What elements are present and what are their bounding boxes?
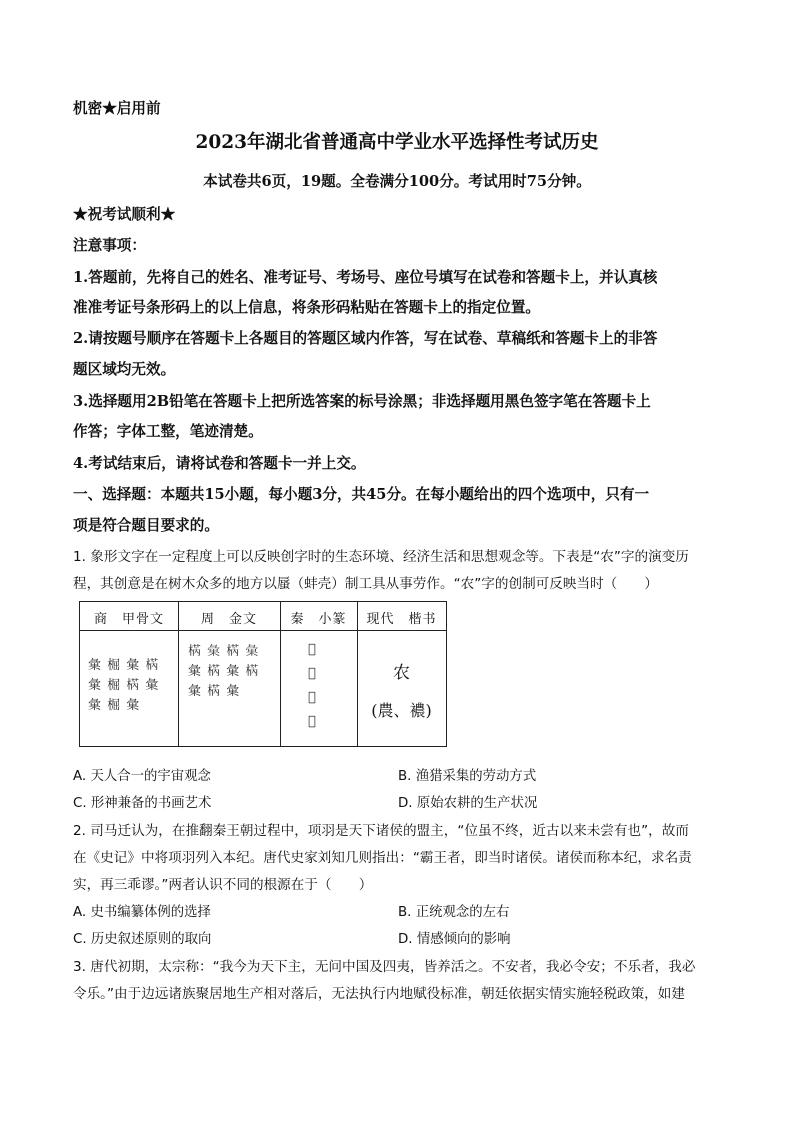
xiaozhuan-glyphs [308,638,317,734]
jiagu-row: 𢑥 㭾 𣓃 𢑥 [88,678,160,693]
q2-option-b[interactable]: B. 正统观念的左右 [398,905,510,920]
q2-line-3: 实，再三乖谬。”两者认识不同的根源在于（ ） [73,877,373,893]
q2-line-1: 2. 司马迁认为，在推翻秦王朝过程中，项羽是天下诸侯的盟主，“位虽不终，近古以来未尝有也”，故而 [73,823,689,839]
q3-line-1: 3. 唐代初期，太宗称：“我今为天下主，无问中国及四夷，皆养活之。不安者，我必令安；不乐者，我必 [73,959,696,975]
jiagu-row: 𢑥 㭾 𢑥 𣓃 [88,658,160,673]
q1-option-a[interactable]: A. 天人合一的宇宙观念 [73,769,211,784]
note-line-2: 准准考证号条形码上的以上信息，将条形码粘贴在答题卡上的指定位置。 [73,299,541,316]
wish-line: ★祝考试顺利★ [73,206,176,223]
q1-option-d[interactable]: D. 原始农耕的生产状况 [398,796,538,811]
q1-option-b[interactable]: B. 渔猎采集的劳动方式 [398,769,537,784]
q2-option-c[interactable]: C. 历史叙述原则的取向 [73,932,212,947]
q3-line-2: 令乐。”由于边远诸族聚居地生产相对落后，无法执行内地赋役标准，朝廷依据实情实施轻税政策，如建 [73,986,685,1002]
note-line-7: 4.考试结束后，请将试卷和答题卡一并上交。 [73,455,366,472]
xiaozhuan-row: 𨑘 [308,642,317,657]
jiagu-glyphs [88,656,159,716]
table-header-divider [80,630,446,631]
kaishu-main: 农 [393,663,410,683]
exam-title: 2023年湖北省普通高中学业水平选择性考试历史 [195,132,599,153]
xiaozhuan-row: 𨑘 [308,690,317,705]
jinwen-glyphs [188,642,259,702]
nong-evolution-table [79,601,447,747]
note-line-4: 题区域均无效。 [73,361,176,378]
section-heading-line-2: 项是符合题目要求的。 [73,517,219,534]
q2-line-2: 在《史记》中将项羽列入本纪。唐代史家刘知几则指出：“霸王者，即当时诸侯。诸侯而称本纪，求名责 [73,850,692,866]
section-heading-line-1: 一、选择题：本题共15小题，每小题3分，共45分。在每小题给出的四个选项中，只有一 [73,486,650,503]
notes-heading: 注意事项： [73,237,146,254]
xiaozhuan-row: 𨑘 [308,666,317,681]
confidential-label: 机密★启用前 [73,100,161,117]
note-line-3: 2.请按题号顺序在答题卡上各题目的答题区域内作答，写在试卷、草稿纸和答题卡上的非答 [73,330,658,347]
note-line-6: 作答；字体工整，笔迹清楚。 [73,423,263,440]
q2-option-a[interactable]: A. 史书编纂体例的选择 [73,905,211,920]
note-line-1: 1.答题前，先将自己的姓名、准考证号、考场号、座位号填写在试卷和答题卡上，并认真核 [73,269,658,286]
header-jinwen: 周 金文 [200,612,257,627]
q2-option-d[interactable]: D. 情感倾向的影响 [398,932,511,947]
xiaozhuan-row: 𨑘 [308,714,317,729]
header-kaishu: 现代 楷书 [366,612,437,627]
jiagu-row: 𢑥 㭾 𢑥 [88,698,141,713]
jinwen-row: 𢑥 𣓃 𢑥 𣓃 [188,664,260,679]
q1-option-c[interactable]: C. 形神兼备的书画艺术 [73,796,212,811]
jinwen-row: 𢑥 𣓃 𢑥 [188,684,241,699]
q1-line-2: 程，其创意是在树木众多的地方以蜃（蚌壳）制工具从事劳作。“农”字的创制可反映当时（ ） [73,576,659,592]
kaishu-variant: (農、襛) [371,701,432,720]
jinwen-row: 𣓃 𢑥 𣓃 𢑥 [188,644,260,659]
header-xiaozhuan: 秦 小篆 [290,612,347,627]
exam-subtitle: 本试卷共6页，19题。全卷满分100分。考试用时75分钟。 [203,173,591,190]
header-jiaguwen: 商 甲骨文 [93,612,164,627]
q1-line-1: 1. 象形文字在一定程度上可以反映创字时的生态环境、经济生活和思想观念等。下表是“农”字的演变历 [73,549,689,565]
note-line-5: 3.选择题用2B铅笔在答题卡上把所选答案的标号涂黑；非选择题用黑色签字笔在答题卡上 [73,393,651,410]
